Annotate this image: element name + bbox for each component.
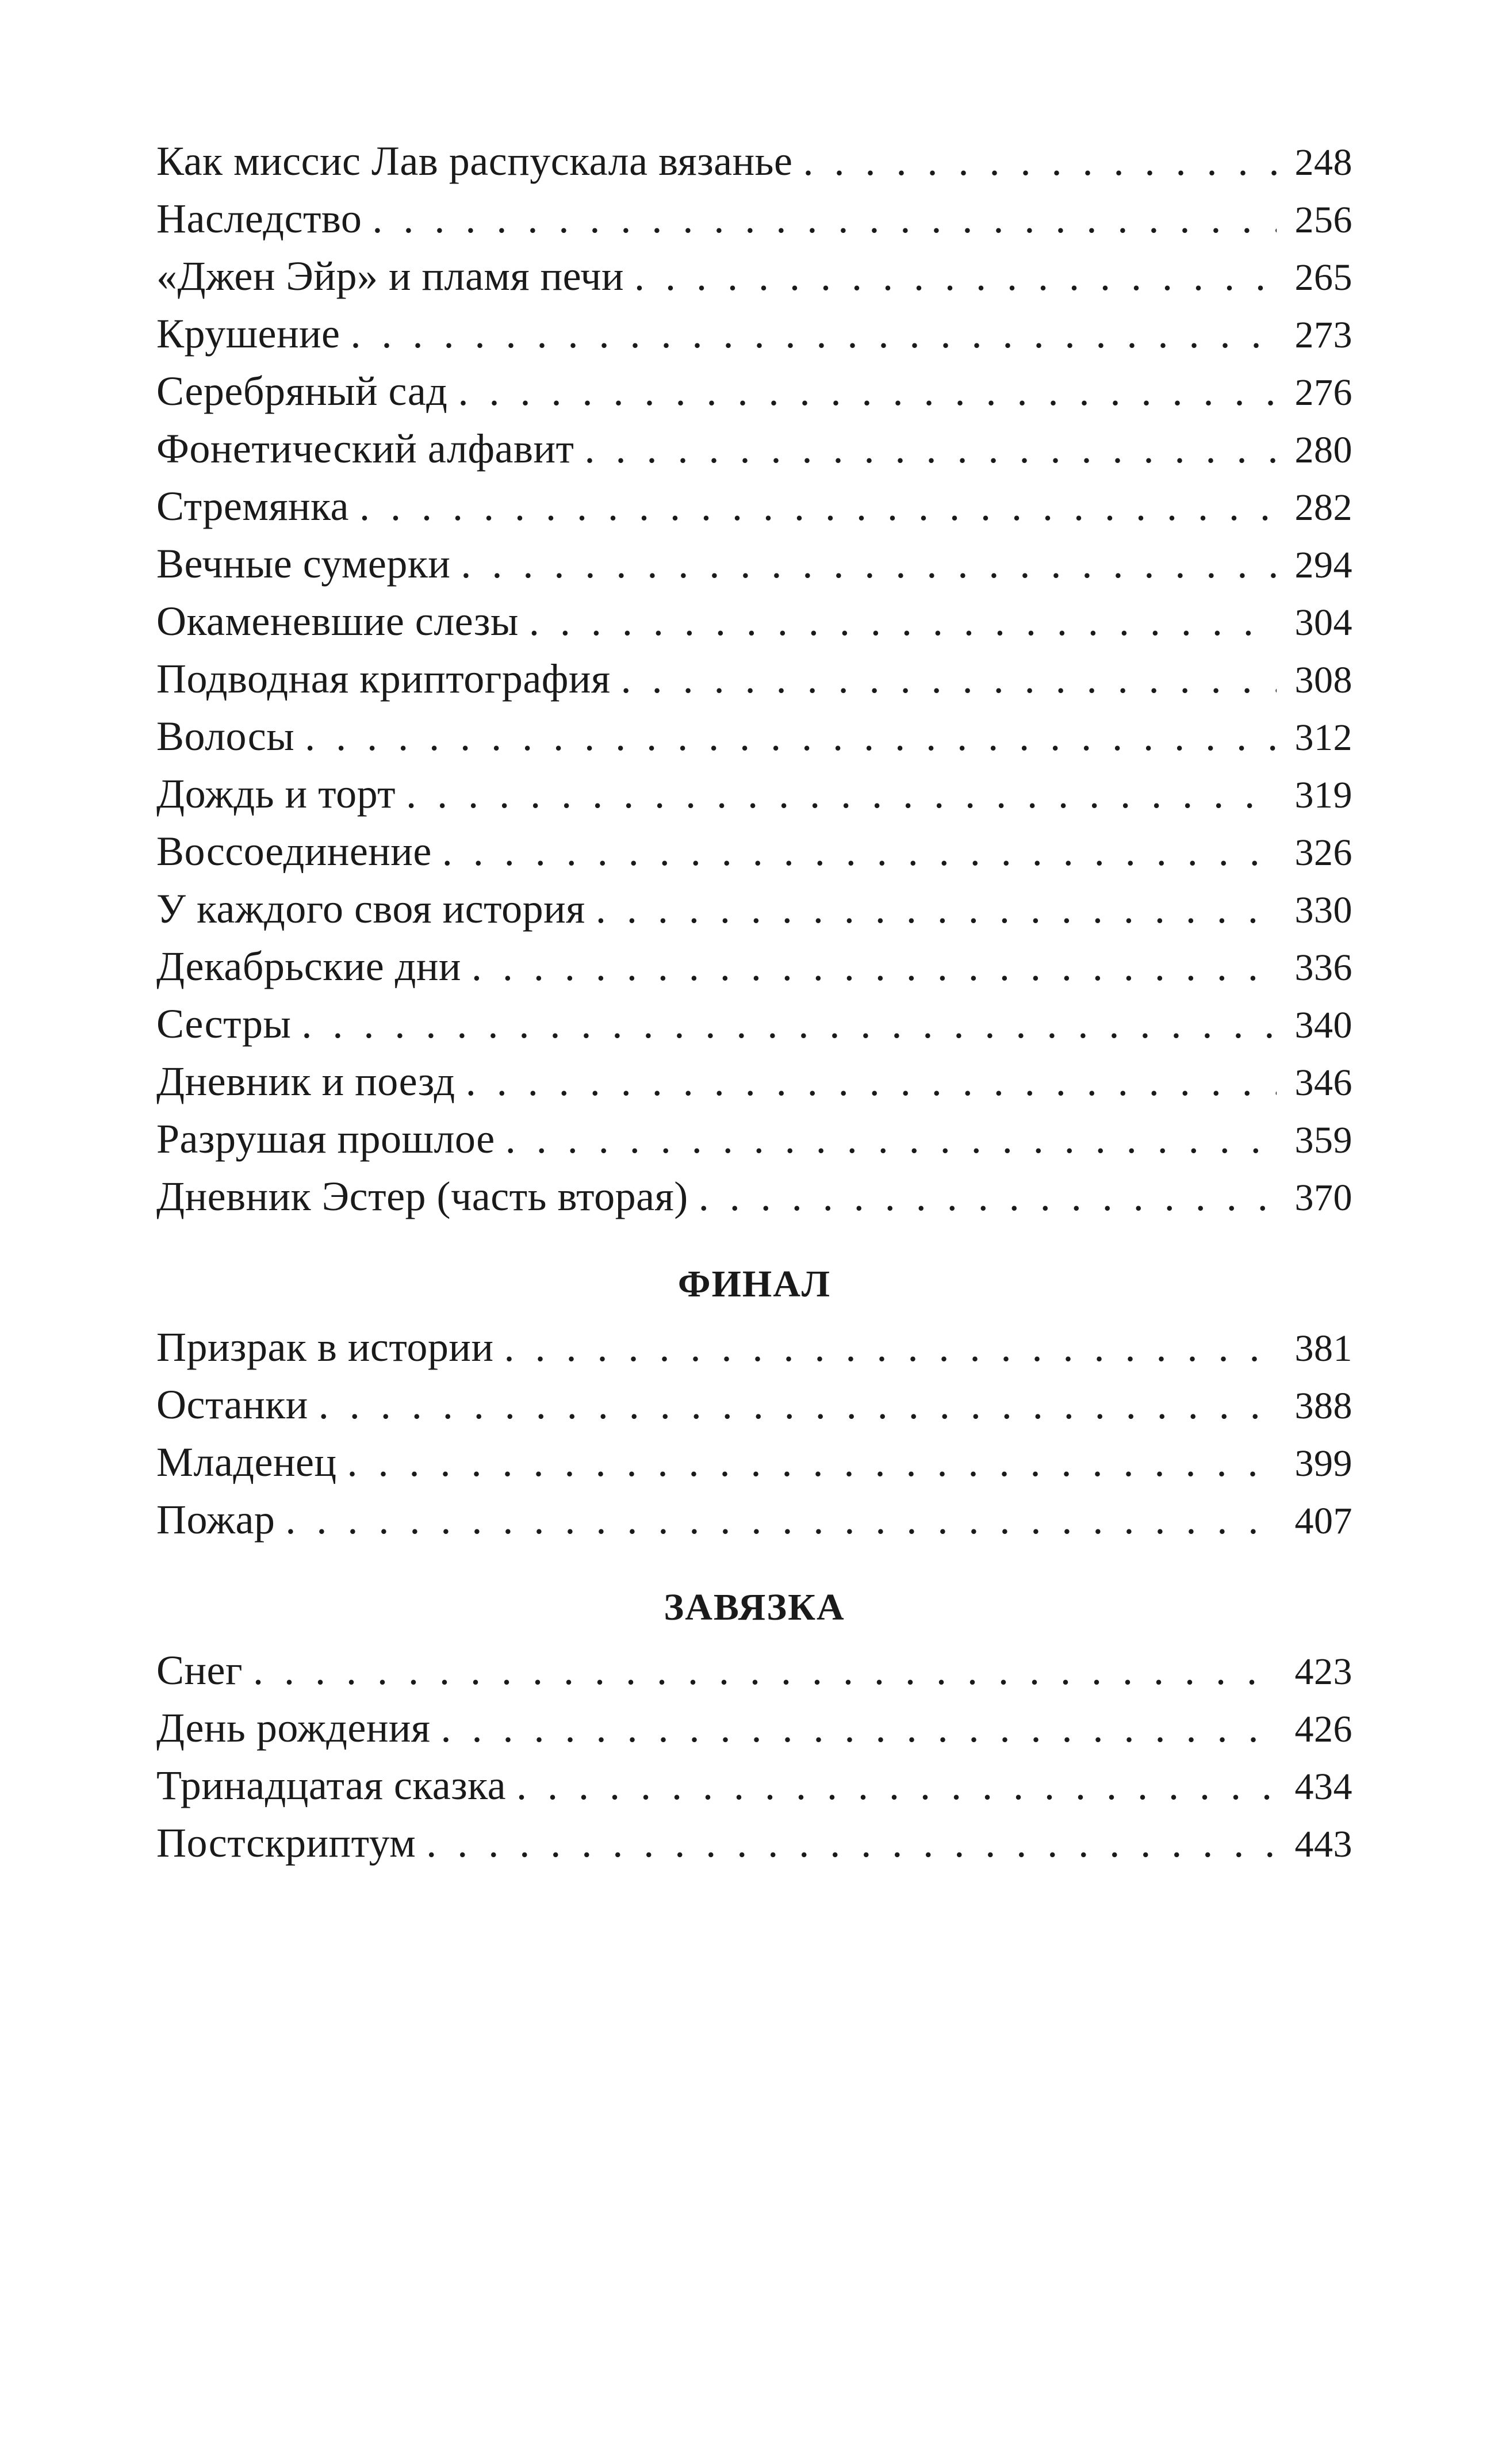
toc-entry-title: Дневник Эстер (часть вторая) [156,1173,688,1219]
toc-entry [156,1433,1352,1491]
dot-leader [372,190,1277,247]
toc-entry [156,190,1352,247]
toc-entry [156,1318,1352,1376]
dot-leader [461,535,1277,592]
dot-leader [516,1757,1277,1814]
toc-entry-title: Воссоединение [156,828,432,874]
dot-leader [442,822,1277,880]
dot-leader [285,1491,1277,1548]
toc-entry-page-number: 326 [1294,832,1352,874]
toc-entry-title: Стремянка [156,483,349,529]
toc-entry-title: Декабрьские дни [156,943,461,989]
dot-leader [458,362,1277,420]
toc-entry [156,1110,1352,1168]
toc-entry [156,995,1352,1053]
toc-entry [156,132,1352,190]
section-heading: ФИНАЛ [677,1263,831,1305]
toc-entry [156,362,1352,420]
toc-entry-title: Призрак в истории [156,1324,494,1370]
dot-leader [305,707,1277,765]
toc-entry [156,1814,1352,1872]
toc-entry [156,477,1352,535]
toc-entry-page-number: 399 [1294,1443,1352,1484]
toc-entry-page-number: 294 [1294,544,1352,586]
toc-entry [156,305,1352,362]
toc-entry-page-number: 434 [1294,1766,1352,1808]
toc-entry [156,1053,1352,1110]
toc-entry [156,707,1352,765]
dot-leader [253,1642,1277,1699]
toc-entry-title: Разрушая прошлое [156,1116,495,1162]
toc-entry-page-number: 359 [1294,1119,1352,1161]
dot-leader [529,592,1277,650]
toc-entry-page-number: 407 [1294,1500,1352,1542]
toc-entry-title: День рождения [156,1705,431,1751]
toc-entry [156,880,1352,938]
dot-leader [803,132,1277,190]
dot-leader [634,247,1277,305]
toc-entry-title: Тринадцатая сказка [156,1762,507,1808]
dot-leader [351,305,1277,362]
toc-entry [156,420,1352,477]
toc-entry-title: Серебряный сад [156,368,448,414]
toc-entry [156,535,1352,592]
toc-entry-title: Вечные сумерки [156,541,451,587]
toc-entry [156,1757,1352,1814]
dot-leader [472,938,1277,995]
toc-entry-page-number: 443 [1294,1823,1352,1865]
toc-entry [156,1376,1352,1433]
toc-entry-page-number: 346 [1294,1062,1352,1104]
dot-leader [406,765,1277,822]
dot-leader [584,420,1277,477]
toc-entry [156,592,1352,650]
toc-entry [156,765,1352,822]
toc-entry-title: Дождь и торт [156,771,396,817]
toc-entry-title: Фонетический алфавит [156,426,574,472]
toc-entry-page-number: 308 [1294,659,1352,701]
toc-entry-page-number: 265 [1294,257,1352,299]
toc-entry-page-number: 319 [1294,774,1352,816]
toc-section [156,1576,1352,1872]
dot-leader [359,477,1277,535]
toc-entry-title: У каждого своя история [156,886,585,932]
toc-entry-title: Сестры [156,1001,292,1047]
toc-entry-title: Как миссис Лав распускала вязанье [156,138,793,184]
toc-section [156,1253,1352,1548]
dot-leader [426,1814,1277,1872]
toc-entry-page-number: 381 [1294,1327,1352,1369]
toc-entry [156,650,1352,707]
toc-entry-page-number: 256 [1294,199,1352,241]
toc-entry [156,1491,1352,1548]
toc-entry-page-number: 248 [1294,141,1352,183]
toc-entry-title: Пожар [156,1497,275,1543]
dot-leader [699,1168,1277,1225]
toc-entry-title: Крушение [156,311,340,357]
toc-entry-title: Младенец [156,1439,337,1485]
section-heading: ЗАВЯЗКА [664,1586,845,1628]
dot-leader [301,995,1277,1053]
toc-entry [156,822,1352,880]
toc-entry-page-number: 280 [1294,429,1352,471]
toc-entry-title: Постскриптум [156,1820,416,1866]
dot-leader [466,1053,1277,1110]
dot-leader [347,1433,1277,1491]
toc-entry-title: Окаменевшие слезы [156,598,519,644]
toc-entry-page-number: 312 [1294,717,1352,759]
toc-entry [156,938,1352,995]
toc-entry-title: Подводная криптография [156,656,611,702]
toc-entry-page-number: 423 [1294,1651,1352,1693]
dot-leader [621,650,1277,707]
dot-leader [319,1376,1277,1433]
table-of-contents [156,132,1352,1872]
toc-entry-title: Волосы [156,713,295,759]
dot-leader [596,880,1277,938]
toc-entry-title: Останки [156,1382,308,1428]
toc-entry-page-number: 304 [1294,602,1352,644]
toc-entry-page-number: 273 [1294,314,1352,356]
toc-entry-title: Наследство [156,196,362,242]
toc-entry-page-number: 426 [1294,1708,1352,1750]
toc-entry-page-number: 282 [1294,487,1352,529]
toc-entry-page-number: 340 [1294,1004,1352,1046]
toc-entry-page-number: 330 [1294,889,1352,931]
dot-leader [504,1318,1277,1376]
toc-entry-title: Дневник и поезд [156,1058,455,1104]
toc-entry-page-number: 336 [1294,947,1352,989]
toc-entry [156,1699,1352,1757]
toc-entry [156,1642,1352,1699]
toc-entry-title: «Джен Эйр» и пламя печи [156,253,624,299]
toc-entry [156,1168,1352,1225]
toc-entry-title: Снег [156,1647,243,1693]
toc-section [156,132,1352,1225]
dot-leader [441,1699,1277,1757]
dot-leader [505,1110,1277,1168]
toc-entry-page-number: 388 [1294,1385,1352,1427]
toc-entry-page-number: 276 [1294,372,1352,414]
toc-entry [156,247,1352,305]
toc-entry-page-number: 370 [1294,1177,1352,1219]
